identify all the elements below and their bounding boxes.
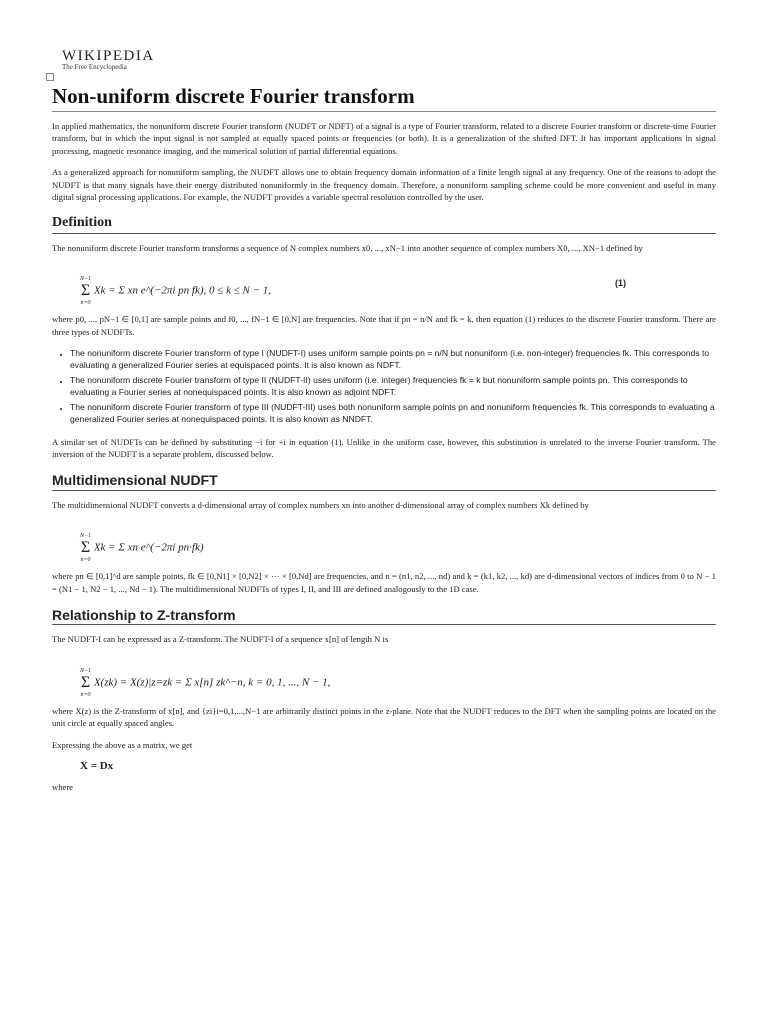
equation-1-number: (1) (615, 278, 626, 289)
menu-checkbox[interactable] (46, 73, 54, 81)
multidim-paragraph-1: The multidimensional NUDFT converts a d-dimensional array of complex numbers xn into another d-dimensional array of complex numbers Xk defined by (52, 499, 589, 510)
page-title: Non-uniform discrete Fourier transform (52, 84, 716, 112)
definition-paragraph-1: The nonuniform discrete Fourier transform transforms a sequence of N complex numbers x0, ..., xN−1 into another sequence of complex numbers X0, ..., XN−1 defined by (52, 242, 643, 253)
equation-z (52, 655, 716, 699)
intro-paragraph-2: As a generalized approach for nonuniform sampling, the NUDFT allows one to obtain frequency domain information of a finite length signal at any frequency. One of the reasons to adopt the NUDFT is that many signals have their energy distributed nonuniformly in the frequency domain. Therefore, a nonuniform sampling scheme could be more convenient and useful in many digital signal processing applications. For example, the NUDFT provides a variable spectral resolution controlled by the user. (52, 167, 716, 203)
logo-tagline: The Free Encyclopedia (62, 63, 127, 71)
definition-paragraph-2: where p0, ..., pN−1 ∈ [0,1] are sample points and f0, ..., fN−1 ∈ [0,N] are frequencies. Note that if pn = n/N and fk = k, then equation (1) reduces to the discrete Fourier transform. There are three types of NUDFTs. (52, 314, 716, 337)
section-heading-z-transform: Relationship to Z-transform (52, 609, 716, 625)
z-paragraph-4: where (52, 782, 73, 793)
article-body (52, 120, 716, 803)
intro-paragraph-1: In applied mathematics, the nonuniform discrete Fourier transform (NUDFT or NDFT) of a signal is a type of Fourier transform, related to a discrete Fourier transform or discrete-time Fourier transform, but in which the input signal is not sampled at equally spaced points or frequencies (or both). It is a generalization of the shifted DFT. It has important applications in signal processing, magnetic resonance imaging, and the numerical solution of partial differential equations. (52, 121, 716, 156)
z-paragraph-1: The NUDFT-I can be expressed as a Z-transform. The NUDFT-I of a sequence x[n] of length N is (52, 634, 389, 645)
nudft-types-list (52, 347, 716, 425)
definition-paragraph-3: A similar set of NUDFTs can be defined by substituting −i for +i in equation (1). Unlike in the uniform case, however, this substitution is unrelated to the inverse Fourier transform. The inversion of the NUDFT is a separate problem, discussed below. (52, 436, 716, 459)
sum-symbol: N−1 Σ n=0 (80, 276, 92, 307)
list-item: • The nonuniform discrete Fourier transform of type I (NUDFT-I) uses uniform sample points pn = n/N but nonuniform (i.e. non-integer) frequencies fk. This corresponds to evaluating a generalized Fourier series at equispaced points. It is also known as NDFT. (70, 347, 716, 372)
list-item: • The nonuniform discrete Fourier transform of type III (NUDFT-III) uses both nonuniform sample points pn and nonuniform frequencies fk. This corresponds to evaluating a generalized Fourier series at nonequispaced points. It is also known as NNDFT. (70, 401, 716, 426)
z-paragraph-2: where X(z) is the Z-transform of x[n], and {zi}i=0,1,...,N−1 are arbitrarily distinct points in the z-plane. Note that the NUDFT reduces to the DFT when the sampling points are located on the unit circle at equally spaced angles. (52, 705, 716, 729)
equation-multidim-text: Xk = Σ xn e^(−2πi pn·fk) (93, 541, 204, 554)
sum-symbol: N−1 Σ n=0 (80, 533, 92, 564)
list-item: • The nonuniform discrete Fourier transform of type II (NUDFT-II) uses uniform (i.e. integer) frequencies fk = k but nonuniform sample points pn. This corresponds to evaluating a Fourier series at nonequispaced points. It is also known as adjoint NDFT. (70, 374, 716, 399)
equation-multidim (52, 520, 716, 564)
equation-1 (52, 263, 716, 307)
sum-symbol: N−1 Σ n=0 (80, 667, 92, 698)
section-heading-definition: Definition (52, 217, 716, 233)
wikipedia-logo[interactable] (62, 48, 155, 71)
equation-matrix: X = Dx (80, 759, 114, 772)
equation-1-text: Xk = Σ xn e^(−2πi pn fk), 0 ≤ k ≤ N − 1, (93, 284, 271, 297)
section-heading-multidimensional: Multidimensional NUDFT (52, 474, 716, 490)
equation-1-body (80, 275, 271, 307)
equation-z-text: X(zk) = X(z)|z=zk = Σ x[n] zk^−n, k = 0, 1, ..., N − 1, (93, 676, 331, 689)
z-paragraph-3: Expressing the above as a matrix, we get (52, 739, 193, 750)
logo-wordmark: WIKIPEDIA (62, 48, 155, 64)
multidim-paragraph-2: where pn ∈ [0,1]^d are sample points, fk ∈ [0,N1] × [0,N2] × ⋯ × [0,Nd] are frequencies, and n = (n1, n2, ..., nd) and k = (k1, k2, ..., kd) are d-dimensional vectors of indices from 0 to N − 1 = (N1 − 1, N2 − 1, ..., Nd − 1). The multidimensional NUDFTs of types I, II, and III are defined analogously to the 1D case. (52, 571, 716, 594)
